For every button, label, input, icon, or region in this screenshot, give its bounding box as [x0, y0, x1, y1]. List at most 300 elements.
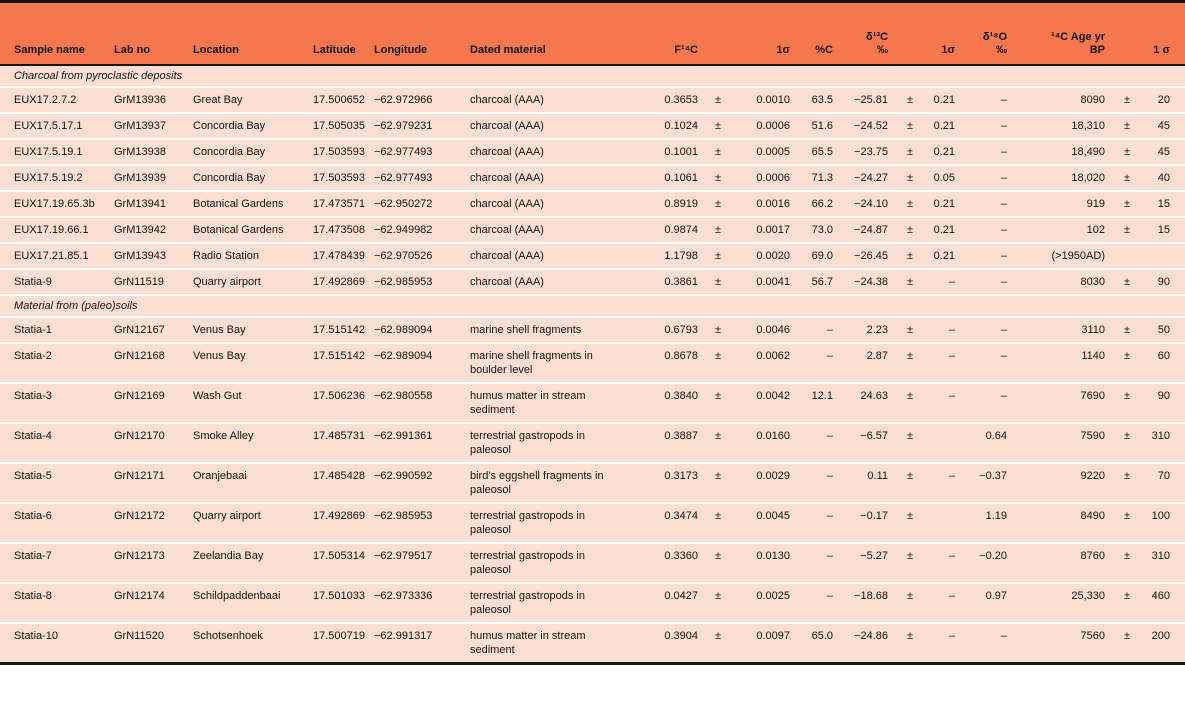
cell-dated-material: marine shell fragments in boulder level: [466, 343, 656, 383]
cell-sample-name: EUX17.19.65.3b: [0, 191, 110, 217]
cell-location: Venus Bay: [189, 317, 309, 343]
cell-sample-name: Statia-10: [0, 623, 110, 664]
cell-sample-name: Statia-2: [0, 343, 110, 383]
cell-d18o-value: –: [959, 343, 1011, 383]
cell-dated-material: charcoal (AAA): [466, 113, 656, 139]
col-header-location: [189, 2, 309, 65]
col-header-label: Longitude: [374, 43, 428, 56]
cell-d13c-value: 0.11: [837, 463, 892, 503]
table-row: [0, 503, 1185, 543]
cell-percent-c: 66.2: [794, 191, 837, 217]
cell-f14c-sigma: 0.0020: [734, 243, 794, 269]
cell-location: Concordia Bay: [189, 139, 309, 165]
cell-d13c-value: −25.81: [837, 87, 892, 113]
cell-d18o-value: 0.64: [959, 423, 1011, 463]
cell-d13c-value: 2.87: [837, 343, 892, 383]
cell-plus-minus: ±: [1109, 503, 1145, 543]
cell-age-sigma: 310: [1145, 423, 1185, 463]
cell-plus-minus: ±: [1109, 423, 1145, 463]
cell-plus-minus: ±: [892, 543, 928, 583]
cell-age-sigma: 310: [1145, 543, 1185, 583]
cell-latitude: 17.515142: [309, 317, 370, 343]
cell-plus-minus: ±: [702, 583, 734, 623]
cell-plus-minus: ±: [702, 191, 734, 217]
cell-d18o-value: –: [959, 269, 1011, 295]
cell-d18o-value: –: [959, 139, 1011, 165]
cell-d18o-value: 1.19: [959, 503, 1011, 543]
cell-sample-name: Statia-3: [0, 383, 110, 423]
cell-plus-minus: ±: [892, 87, 928, 113]
col-header-longitude: [370, 2, 466, 65]
cell-location: Great Bay: [189, 87, 309, 113]
cell-d18o-value: –: [959, 217, 1011, 243]
cell-d13c-sigma: [928, 503, 959, 543]
col-header-label: Latitude: [313, 43, 356, 56]
cell-d13c-value: −24.52: [837, 113, 892, 139]
cell-f14c-sigma: 0.0041: [734, 269, 794, 295]
cell-c14-age: 25,330: [1011, 583, 1109, 623]
col-header-label: Dated material: [470, 43, 546, 56]
cell-plus-minus: ±: [892, 113, 928, 139]
cell-c14-age: 9220: [1011, 463, 1109, 503]
cell-sample-name: Statia-5: [0, 463, 110, 503]
cell-c14-age: 18,490: [1011, 139, 1109, 165]
cell-longitude: −62.979231: [370, 113, 466, 139]
cell-percent-c: –: [794, 317, 837, 343]
cell-f14c-sigma: 0.0025: [734, 583, 794, 623]
table-row: [0, 583, 1185, 623]
cell-dated-material: humus matter in stream sediment: [466, 383, 656, 423]
cell-location: Quarry airport: [189, 503, 309, 543]
cell-dated-material: charcoal (AAA): [466, 87, 656, 113]
cell-latitude: 17.500652: [309, 87, 370, 113]
cell-latitude: 17.515142: [309, 343, 370, 383]
cell-plus-minus: ±: [1109, 87, 1145, 113]
cell-c14-age: 7590: [1011, 423, 1109, 463]
cell-location: Radio Station: [189, 243, 309, 269]
cell-percent-c: –: [794, 423, 837, 463]
col-header-sample-name: [0, 2, 110, 65]
section-row: [0, 65, 1185, 87]
cell-c14-age: 7560: [1011, 623, 1109, 664]
col-header-lab-no: [110, 2, 189, 65]
cell-plus-minus: ±: [892, 383, 928, 423]
cell-f14c-value: 0.9874: [656, 217, 702, 243]
cell-longitude: −62.977493: [370, 165, 466, 191]
cell-percent-c: –: [794, 343, 837, 383]
cell-f14c-sigma: 0.0045: [734, 503, 794, 543]
cell-longitude: −62.980558: [370, 383, 466, 423]
cell-c14-age: 8090: [1011, 87, 1109, 113]
cell-plus-minus: ±: [892, 243, 928, 269]
cell-sample-name: EUX17.5.19.2: [0, 165, 110, 191]
table-row: [0, 423, 1185, 463]
col-header-label: %C: [815, 43, 833, 56]
cell-f14c-value: 0.3653: [656, 87, 702, 113]
cell-age-sigma: 15: [1145, 191, 1185, 217]
cell-c14-age: (>1950AD): [1011, 243, 1109, 269]
cell-d13c-value: 24.63: [837, 383, 892, 423]
cell-f14c-value: 0.3840: [656, 383, 702, 423]
col-header-f14c-value: [656, 2, 702, 65]
cell-age-sigma: 200: [1145, 623, 1185, 664]
cell-f14c-value: 1.1798: [656, 243, 702, 269]
cell-sample-name: EUX17.19.66.1: [0, 217, 110, 243]
cell-location: Concordia Bay: [189, 113, 309, 139]
cell-dated-material: humus matter in stream sediment: [466, 623, 656, 664]
cell-plus-minus: ±: [702, 623, 734, 664]
cell-latitude: 17.503593: [309, 139, 370, 165]
cell-plus-minus: ±: [702, 269, 734, 295]
cell-d13c-value: −5.27: [837, 543, 892, 583]
cell-lab-no: GrM13943: [110, 243, 189, 269]
table-row: [0, 543, 1185, 583]
table-row: [0, 343, 1185, 383]
header-row: [0, 2, 1185, 65]
cell-lab-no: GrM13941: [110, 191, 189, 217]
table-row: [0, 383, 1185, 423]
cell-longitude: −62.989094: [370, 343, 466, 383]
cell-sample-name: Statia-7: [0, 543, 110, 583]
cell-plus-minus: ±: [892, 269, 928, 295]
cell-c14-age: 102: [1011, 217, 1109, 243]
cell-longitude: −62.991361: [370, 423, 466, 463]
cell-d13c-sigma: –: [928, 543, 959, 583]
cell-d13c-sigma: –: [928, 343, 959, 383]
cell-percent-c: –: [794, 543, 837, 583]
cell-plus-minus: ±: [892, 623, 928, 664]
cell-c14-age: 18,020: [1011, 165, 1109, 191]
col-header-c14-age: [1011, 2, 1109, 65]
cell-d13c-value: −23.75: [837, 139, 892, 165]
cell-percent-c: 73.0: [794, 217, 837, 243]
col-header-percent-c: [794, 2, 837, 65]
cell-c14-age: 3110: [1011, 317, 1109, 343]
cell-age-sigma: 50: [1145, 317, 1185, 343]
cell-latitude: 17.492869: [309, 503, 370, 543]
cell-percent-c: 12.1: [794, 383, 837, 423]
cell-d13c-sigma: –: [928, 269, 959, 295]
cell-location: Quarry airport: [189, 269, 309, 295]
cell-d13c-sigma: 0.21: [928, 217, 959, 243]
cell-d13c-value: −24.27: [837, 165, 892, 191]
col-header-plus-minus: [1109, 2, 1145, 65]
cell-plus-minus: ±: [1109, 217, 1145, 243]
cell-percent-c: –: [794, 583, 837, 623]
cell-d13c-sigma: [928, 423, 959, 463]
cell-d13c-sigma: 0.21: [928, 87, 959, 113]
cell-plus-minus: ±: [1109, 583, 1145, 623]
cell-latitude: 17.500719: [309, 623, 370, 664]
cell-d13c-value: −6.57: [837, 423, 892, 463]
col-header-sublabel: ‰: [877, 43, 888, 56]
cell-plus-minus: ±: [892, 583, 928, 623]
cell-d13c-value: −26.45: [837, 243, 892, 269]
col-header-label: Location: [193, 43, 239, 56]
cell-dated-material: terrestrial gastropods in paleosol: [466, 423, 656, 463]
cell-d13c-sigma: –: [928, 317, 959, 343]
cell-plus-minus: ±: [702, 139, 734, 165]
cell-f14c-value: 0.8678: [656, 343, 702, 383]
cell-dated-material: charcoal (AAA): [466, 243, 656, 269]
cell-plus-minus: ±: [892, 165, 928, 191]
col-header-latitude: [309, 2, 370, 65]
cell-dated-material: bird's eggshell fragments in paleosol: [466, 463, 656, 503]
col-header-label: δ¹³C: [866, 30, 888, 43]
cell-f14c-sigma: 0.0062: [734, 343, 794, 383]
cell-plus-minus: ±: [1109, 269, 1145, 295]
cell-plus-minus: ±: [1109, 623, 1145, 664]
cell-sample-name: EUX17.5.19.1: [0, 139, 110, 165]
cell-d13c-value: −18.68: [837, 583, 892, 623]
cell-plus-minus: ±: [702, 383, 734, 423]
col-header-d13c-value: [837, 2, 892, 65]
cell-latitude: 17.492869: [309, 269, 370, 295]
cell-lab-no: GrM13938: [110, 139, 189, 165]
cell-location: Botanical Gardens: [189, 217, 309, 243]
cell-age-sigma: 45: [1145, 113, 1185, 139]
col-header-age-sigma: [1145, 2, 1185, 65]
cell-d18o-value: –: [959, 191, 1011, 217]
cell-f14c-sigma: 0.0006: [734, 165, 794, 191]
cell-f14c-value: 0.3904: [656, 623, 702, 664]
cell-f14c-sigma: 0.0097: [734, 623, 794, 664]
table-row: [0, 269, 1185, 295]
cell-plus-minus: ±: [892, 423, 928, 463]
cell-percent-c: 51.6: [794, 113, 837, 139]
table-row: [0, 87, 1185, 113]
cell-latitude: 17.505314: [309, 543, 370, 583]
cell-plus-minus: ±: [1109, 463, 1145, 503]
cell-plus-minus: ±: [702, 503, 734, 543]
cell-plus-minus: ±: [892, 503, 928, 543]
cell-sample-name: Statia-9: [0, 269, 110, 295]
cell-plus-minus: ±: [702, 543, 734, 583]
cell-d13c-sigma: 0.21: [928, 113, 959, 139]
cell-d18o-value: −0.20: [959, 543, 1011, 583]
cell-longitude: −62.990592: [370, 463, 466, 503]
cell-d13c-sigma: 0.21: [928, 139, 959, 165]
table-row: [0, 191, 1185, 217]
cell-f14c-value: 0.3887: [656, 423, 702, 463]
cell-c14-age: 8760: [1011, 543, 1109, 583]
cell-longitude: −62.985953: [370, 269, 466, 295]
cell-d13c-value: −24.10: [837, 191, 892, 217]
cell-age-sigma: 90: [1145, 383, 1185, 423]
col-header-label: 1σ: [776, 43, 790, 56]
cell-latitude: 17.506236: [309, 383, 370, 423]
cell-lab-no: GrM13939: [110, 165, 189, 191]
cell-age-sigma: 45: [1145, 139, 1185, 165]
cell-plus-minus: ±: [702, 87, 734, 113]
cell-lab-no: GrN12173: [110, 543, 189, 583]
cell-percent-c: 65.0: [794, 623, 837, 664]
cell-plus-minus: ±: [702, 343, 734, 383]
cell-plus-minus: ±: [702, 317, 734, 343]
cell-location: Smoke Alley: [189, 423, 309, 463]
cell-d18o-value: 0.97: [959, 583, 1011, 623]
cell-f14c-sigma: 0.0010: [734, 87, 794, 113]
cell-f14c-sigma: 0.0042: [734, 383, 794, 423]
cell-latitude: 17.485428: [309, 463, 370, 503]
cell-plus-minus: ±: [1109, 543, 1145, 583]
col-header-label: F¹⁴C: [674, 43, 698, 56]
cell-dated-material: charcoal (AAA): [466, 269, 656, 295]
cell-location: Oranjebaai: [189, 463, 309, 503]
cell-dated-material: terrestrial gastropods in paleosol: [466, 583, 656, 623]
cell-plus-minus: ±: [702, 243, 734, 269]
cell-f14c-value: 0.1001: [656, 139, 702, 165]
cell-f14c-sigma: 0.0130: [734, 543, 794, 583]
cell-d18o-value: –: [959, 113, 1011, 139]
cell-age-sigma: 60: [1145, 343, 1185, 383]
cell-age-sigma: 460: [1145, 583, 1185, 623]
cell-f14c-sigma: 0.0160: [734, 423, 794, 463]
cell-latitude: 17.501033: [309, 583, 370, 623]
cell-d13c-sigma: –: [928, 463, 959, 503]
cell-d18o-value: –: [959, 165, 1011, 191]
cell-dated-material: charcoal (AAA): [466, 139, 656, 165]
cell-d13c-value: −0.17: [837, 503, 892, 543]
cell-longitude: −62.970526: [370, 243, 466, 269]
table-row: [0, 623, 1185, 664]
cell-plus-minus: ±: [892, 317, 928, 343]
cell-plus-minus: ±: [702, 113, 734, 139]
table-head: [0, 2, 1185, 65]
cell-age-sigma: 100: [1145, 503, 1185, 543]
cell-f14c-sigma: 0.0005: [734, 139, 794, 165]
col-header-label: δ¹⁸O: [982, 30, 1007, 43]
cell-f14c-value: 0.3861: [656, 269, 702, 295]
cell-plus-minus: ±: [892, 139, 928, 165]
table-row: [0, 317, 1185, 343]
cell-lab-no: GrN12171: [110, 463, 189, 503]
col-header-label: 1 σ: [1153, 43, 1170, 56]
cell-percent-c: 65.5: [794, 139, 837, 165]
cell-dated-material: charcoal (AAA): [466, 191, 656, 217]
cell-f14c-sigma: 0.0006: [734, 113, 794, 139]
cell-d18o-value: –: [959, 317, 1011, 343]
cell-f14c-value: 0.0427: [656, 583, 702, 623]
cell-percent-c: 63.5: [794, 87, 837, 113]
cell-age-sigma: 70: [1145, 463, 1185, 503]
cell-c14-age: 8490: [1011, 503, 1109, 543]
cell-lab-no: GrN12167: [110, 317, 189, 343]
col-header-label: ¹⁴C Age yr: [1051, 30, 1105, 43]
cell-plus-minus: ±: [1109, 139, 1145, 165]
cell-c14-age: 919: [1011, 191, 1109, 217]
cell-f14c-sigma: 0.0029: [734, 463, 794, 503]
section-label: Charcoal from pyroclastic deposits: [0, 65, 1185, 87]
cell-plus-minus: ±: [1109, 383, 1145, 423]
cell-plus-minus: ±: [892, 343, 928, 383]
cell-plus-minus: ±: [1109, 317, 1145, 343]
cell-f14c-value: 0.8919: [656, 191, 702, 217]
cell-longitude: −62.989094: [370, 317, 466, 343]
cell-percent-c: 56.7: [794, 269, 837, 295]
table-row: [0, 165, 1185, 191]
cell-d18o-value: –: [959, 623, 1011, 664]
cell-longitude: −62.972966: [370, 87, 466, 113]
cell-f14c-value: 0.3360: [656, 543, 702, 583]
col-header-f14c-sigma: [734, 2, 794, 65]
col-header-plus-minus: [892, 2, 928, 65]
cell-latitude: 17.473571: [309, 191, 370, 217]
cell-c14-age: 8030: [1011, 269, 1109, 295]
cell-d18o-value: −0.37: [959, 463, 1011, 503]
cell-longitude: −62.977493: [370, 139, 466, 165]
cell-age-sigma: 90: [1145, 269, 1185, 295]
cell-d13c-sigma: –: [928, 623, 959, 664]
cell-longitude: −62.991317: [370, 623, 466, 664]
cell-d18o-value: –: [959, 383, 1011, 423]
cell-dated-material: charcoal (AAA): [466, 217, 656, 243]
cell-c14-age: 18,310: [1011, 113, 1109, 139]
cell-lab-no: GrM13936: [110, 87, 189, 113]
col-header-sublabel: BP: [1089, 43, 1105, 56]
cell-longitude: −62.979517: [370, 543, 466, 583]
cell-lab-no: GrN11519: [110, 269, 189, 295]
col-header-d13c-sigma: [928, 2, 959, 65]
cell-sample-name: EUX17.21.85.1: [0, 243, 110, 269]
cell-plus-minus: ±: [1109, 343, 1145, 383]
cell-d13c-sigma: –: [928, 583, 959, 623]
cell-dated-material: marine shell fragments: [466, 317, 656, 343]
cell-plus-minus: [1109, 243, 1145, 269]
cell-c14-age: 7690: [1011, 383, 1109, 423]
cell-lab-no: GrN11520: [110, 623, 189, 664]
cell-sample-name: Statia-1: [0, 317, 110, 343]
cell-plus-minus: ±: [1109, 165, 1145, 191]
cell-age-sigma: 15: [1145, 217, 1185, 243]
col-header-sublabel: ‰: [996, 43, 1007, 56]
section-row: [0, 295, 1185, 317]
cell-age-sigma: [1145, 243, 1185, 269]
col-header-d18o-value: [959, 2, 1011, 65]
cell-sample-name: Statia-6: [0, 503, 110, 543]
cell-sample-name: EUX17.5.17.1: [0, 113, 110, 139]
cell-plus-minus: ±: [892, 463, 928, 503]
cell-f14c-value: 0.3173: [656, 463, 702, 503]
cell-dated-material: terrestrial gastropods in paleosol: [466, 503, 656, 543]
cell-lab-no: GrM13942: [110, 217, 189, 243]
cell-f14c-sigma: 0.0016: [734, 191, 794, 217]
table-row: [0, 139, 1185, 165]
cell-plus-minus: ±: [702, 463, 734, 503]
cell-location: Wash Gut: [189, 383, 309, 423]
cell-sample-name: EUX17.2.7.2: [0, 87, 110, 113]
table-row: [0, 243, 1185, 269]
table-body: [0, 65, 1185, 664]
cell-latitude: 17.478439: [309, 243, 370, 269]
cell-plus-minus: ±: [1109, 191, 1145, 217]
cell-f14c-sigma: 0.0017: [734, 217, 794, 243]
cell-age-sigma: 20: [1145, 87, 1185, 113]
col-header-label: 1σ: [941, 43, 955, 56]
cell-plus-minus: ±: [702, 217, 734, 243]
col-header-label: Sample name: [14, 43, 85, 56]
cell-f14c-sigma: 0.0046: [734, 317, 794, 343]
cell-lab-no: GrN12170: [110, 423, 189, 463]
cell-location: Schotsenhoek: [189, 623, 309, 664]
cell-location: Botanical Gardens: [189, 191, 309, 217]
cell-d13c-sigma: 0.21: [928, 243, 959, 269]
cell-plus-minus: ±: [1109, 113, 1145, 139]
cell-f14c-value: 0.3474: [656, 503, 702, 543]
cell-latitude: 17.505035: [309, 113, 370, 139]
cell-d18o-value: –: [959, 87, 1011, 113]
cell-f14c-value: 0.1061: [656, 165, 702, 191]
